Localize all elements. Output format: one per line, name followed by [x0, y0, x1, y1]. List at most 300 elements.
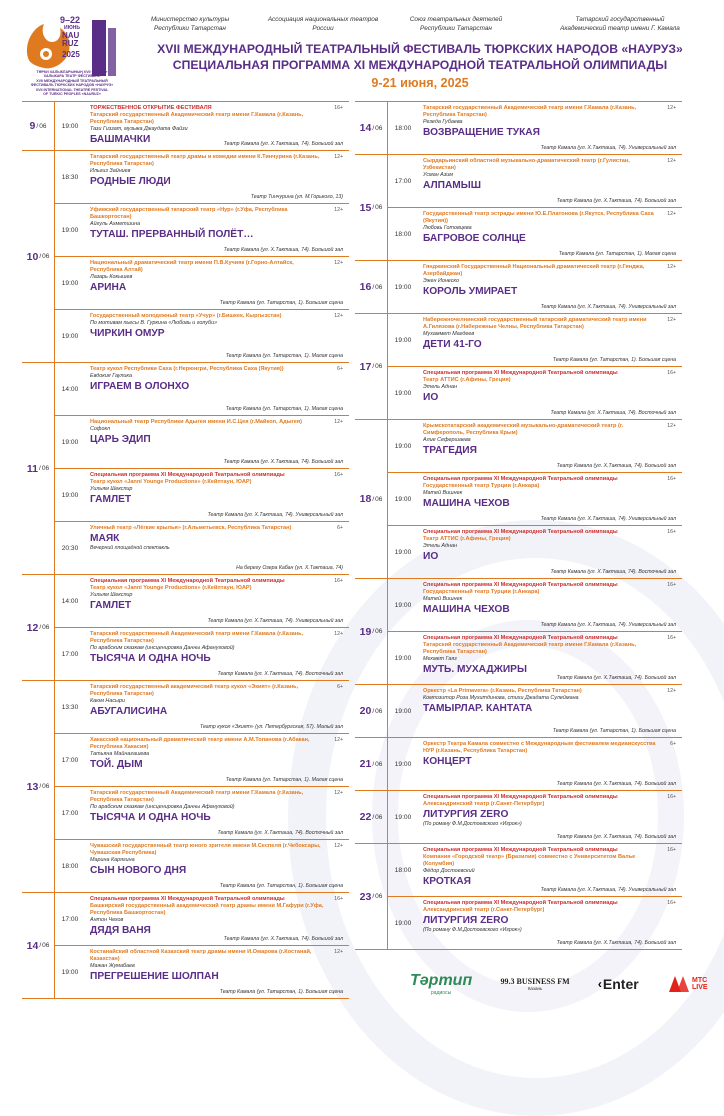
event-entry[interactable] [54, 575, 349, 627]
event-entry[interactable] [54, 151, 349, 203]
date-separator: / [39, 783, 42, 790]
event-title: ЛИТУРГИЯ ZERO [423, 914, 509, 926]
month-number: 06 [375, 628, 383, 635]
event-entry[interactable] [387, 896, 682, 949]
event-author: Матей Вишнек [423, 595, 463, 602]
event-venue: Театр Камала (ул. Татарстан, 1). Большая сцена [552, 357, 676, 363]
event-title: ЛИТУРГИЯ ZERO [423, 808, 509, 820]
event-venue: Театр Камала (ул. Татарстан, 1). Малая сцена [225, 777, 343, 783]
event-entry[interactable] [54, 627, 349, 680]
age-rating: 12+ [667, 264, 676, 270]
sponsor-tertip: Тәртип радиосы [410, 972, 473, 996]
event-details [85, 363, 349, 415]
event-details [418, 579, 682, 631]
theatre-name: Театр АТТИС (г.Афины, Греция) [423, 376, 511, 383]
enter-arrow-icon: ‹ [597, 977, 602, 991]
event-title: МАЯК [90, 532, 120, 544]
event-venue: Театр Камала (ул. Х.Такташа, 74). Большой зал [223, 247, 343, 253]
event-title: ИО [423, 391, 439, 403]
org-kamal-theatre: Татарский государственный Академический театр имени Г. Камала [560, 16, 680, 32]
special-program-label: Специальная программа XI Международной Театральной олимпиады [423, 370, 618, 376]
event-title: ЦАРЬ ЭДИП [90, 434, 151, 445]
event-venue: Театр Камала (ул. Х.Такташа, 74). Универсальный зал [540, 145, 676, 151]
event-venue: Театр Камала (ул. Татарстан, 1). Малая сцена [225, 406, 343, 412]
theatre-name: Татарский государственный Академический театр имени Г.Камала (г.Казань, Республика Татарстан) [90, 111, 304, 125]
sponsor-mts-live [667, 974, 720, 994]
age-rating: 16+ [334, 578, 343, 584]
event-author: Каюм Насыри [90, 697, 125, 704]
age-rating: 12+ [334, 949, 343, 955]
age-rating: 12+ [667, 317, 676, 323]
event-entry[interactable] [387, 314, 682, 366]
date-separator: / [372, 204, 375, 211]
event-time: 19:00 [61, 122, 79, 130]
age-rating: 16+ [334, 472, 343, 478]
event-note: Вечерний площадной спектакль [90, 545, 170, 552]
day-number: 13 [26, 780, 39, 793]
age-rating: 12+ [334, 419, 343, 425]
enter-logo: Enter [602, 976, 639, 992]
special-program-label: Специальная программа XI Международной Театральной олимпиады [90, 896, 285, 902]
logo-month: ИЮНЬ [64, 25, 80, 31]
event-title: АЛПАМЫШ [423, 179, 482, 191]
event-title: КОНЦЕРТ [423, 755, 472, 767]
event-entry[interactable] [387, 791, 682, 843]
event-author: Мехмет Гаяз [423, 655, 457, 662]
event-time: 19:00 [61, 332, 79, 340]
event-entry[interactable] [54, 839, 349, 892]
age-rating: 16+ [667, 635, 676, 641]
schedule-day-row [355, 791, 682, 844]
day-number: 12 [26, 621, 39, 634]
schedule-day-row [355, 685, 682, 738]
event-details [85, 257, 349, 309]
date-separator: / [372, 283, 375, 291]
event-title: РОДНЫЕ ЛЮДИ [90, 175, 171, 187]
program-title: СПЕЦИАЛЬНАЯ ПРОГРАММА XI МЕЖДУНАРОДНОЙ ТЕАТРАЛЬНОЙ ОЛИМПИАДЫ [172, 58, 668, 72]
event-time: 19:00 [61, 968, 79, 976]
event-entry[interactable] [54, 786, 349, 839]
festival-dates: 9-21 июня, 2025 [371, 76, 469, 90]
event-time: 14:00 [61, 385, 79, 393]
event-entry[interactable] [54, 102, 349, 150]
theatre-name: Государственный театр эстрады имени Ю.Е.Платонова (г.Якутск, Республика Саха (Якутия)) [423, 211, 654, 224]
event-author: Антон Чехов [90, 916, 124, 923]
event-time: 20:30 [61, 544, 79, 552]
theatre-name: Государственный театр Турции (г.Анкара) [423, 482, 540, 489]
event-details [418, 844, 682, 896]
event-entry[interactable] [54, 203, 349, 256]
date-separator: / [39, 465, 41, 472]
theatre-name: Государственный театр Турции (г.Анкара) [423, 588, 540, 595]
day-number: 17 [359, 360, 372, 373]
month-number: 06 [375, 124, 383, 132]
date-separator: / [372, 813, 375, 821]
theatre-name: Театр АТТИС (г.Афины, Греция) [423, 535, 511, 542]
event-time: 19:00 [394, 919, 412, 927]
event-details [418, 791, 682, 843]
event-entry[interactable] [54, 309, 349, 362]
age-rating: 16+ [667, 582, 676, 588]
date-separator: / [372, 124, 375, 132]
event-venue: Театр Камала (ул. Х.Такташа, 74). Большой зал [556, 198, 676, 204]
event-venue: Театр Камала (ул. Татарстан, 1). Большая сцена [219, 989, 343, 995]
theatre-name: Национальный драматический театр имени П.В.Кучияк (г.Горно-Алтайск, Республика Алтай) [90, 260, 294, 273]
event-venue: Театр Камала (ул. Татарстан, 1). Большая сцена [219, 300, 343, 306]
event-venue: Театр Камала (ул. Х.Такташа, 74). Универсальный зал [207, 618, 343, 624]
event-title: ТОЙ. ДЫМ [90, 758, 143, 770]
event-entry[interactable] [387, 579, 682, 631]
event-title: ДЯДЯ ВАНЯ [90, 924, 151, 936]
theatre-name: Татарский государственный Академический театр имени Г.Камала (г.Казань, Республика Татарстан) [423, 105, 637, 118]
event-author: Тази Гиззат, музыка Джаудата Файзи [90, 125, 188, 132]
event-venue: Театр Камала (ул. Х.Такташа, 74). Универсальный зал [207, 512, 343, 518]
day-number: 11 [26, 462, 39, 475]
event-venue: Театр Камала (ул. Татарстан, 1). Малая сцена [558, 251, 676, 257]
logo-caption-line: ХАЛЫКАРА ТЕАТР ФЕСТИВАЛЕ [43, 74, 101, 79]
event-entry[interactable] [387, 472, 682, 525]
day-number: 22 [359, 811, 372, 823]
event-title: ИГРАЕМ В ОЛОНХО [90, 381, 190, 392]
age-rating: 6+ [337, 525, 343, 531]
theatre-name: Компания «Городской театр» (Бразилия) совместно с Университетом Валье (Колумбия) [423, 853, 636, 867]
special-program-label: Специальная программа XI Международной Театральной олимпиады [423, 900, 618, 906]
day-date [355, 738, 387, 790]
theatre-name: Татарский государственный Академический театр имени Г.Камала (г.Казань, Республика Татарстан) [423, 641, 637, 655]
event-author: Мухаммет Магдеев [423, 330, 475, 337]
date-separator: / [372, 363, 375, 370]
business-fm-logo: 99.3 BUSINESS FM [500, 977, 570, 986]
event-entry[interactable] [54, 468, 349, 521]
day-date [355, 102, 387, 154]
event-entry[interactable] [54, 893, 349, 945]
month-number: 06 [375, 363, 383, 370]
event-time: 18:00 [394, 124, 412, 132]
event-author: Уильям Шекспир [90, 591, 133, 598]
age-rating: 12+ [334, 154, 343, 160]
event-time: 19:00 [394, 548, 412, 556]
event-entry[interactable] [54, 521, 349, 574]
day-date [355, 420, 387, 578]
event-title: КОРОЛЬ УМИРАЕТ [423, 285, 518, 297]
schedule-day-row [355, 579, 682, 685]
event-author: Ильгиз Зайниев [90, 167, 131, 174]
month-number: 06 [375, 204, 383, 211]
event-entry[interactable] [387, 261, 682, 313]
event-details [85, 102, 349, 150]
event-entry[interactable] [387, 207, 682, 260]
event-title: ГАМЛЕТ [90, 599, 132, 611]
event-author: Татьяна Майнагашева [90, 750, 150, 757]
day-number: 14 [26, 939, 39, 952]
event-entry[interactable] [387, 102, 682, 154]
special-program-label: Специальная программа XI Международной Театральной олимпиады [423, 476, 618, 482]
event-details [85, 469, 349, 521]
event-author: По арабским сказкам (инсценировка Данны Афануговой) [90, 644, 235, 651]
day-date [355, 314, 387, 419]
event-details [85, 628, 349, 680]
event-author: Евдокия Гаулика [90, 372, 132, 379]
event-author: По арабским сказкам (инсценировка Данны Афануговой) [90, 803, 235, 810]
event-venue: Театр Камала (ул. Х.Такташа, 74). Универсальный зал [540, 887, 676, 893]
event-time: 14:00 [61, 597, 79, 605]
schedule-day-row [22, 151, 349, 363]
age-rating: 16+ [667, 370, 676, 376]
day-date [22, 363, 54, 574]
month-number: 06 [375, 813, 383, 821]
event-details [85, 946, 349, 998]
event-details [85, 734, 349, 786]
event-title: ПРЕГРЕШЕНИЕ ШОЛПАН [90, 970, 219, 982]
event-note: (По роману Ф.М.Достоевского «Игрок») [423, 927, 522, 934]
age-rating: 12+ [334, 843, 343, 849]
age-rating: 12+ [667, 423, 676, 429]
month-number: 06 [375, 893, 383, 900]
event-title: ДЕТИ 41-ГО [423, 338, 482, 350]
event-time: 19:00 [394, 389, 412, 397]
age-rating: 6+ [670, 741, 676, 747]
theatre-name: Татарский государственный театр драмы и комедии имени К.Тинчурина (г.Казань, Республика Татарстан) [90, 154, 320, 167]
theatre-name: Уличный театр «Лёгкие крылья» (г.Альметьевск, Республика Татарстан) [90, 525, 292, 531]
event-venue: Театр Камала (ул. Х.Такташа, 74). Универсальный зал [540, 622, 676, 628]
mts-live-logo: МТС LIVE [691, 977, 708, 991]
event-time: 18:00 [394, 866, 412, 874]
event-author: Этель Аднан [423, 383, 457, 390]
month-number: 06 [375, 283, 383, 291]
event-venue: Театр Камала (ул. Х.Такташа, 74). Универсальный зал [540, 304, 676, 310]
month-number: 06 [375, 707, 383, 715]
age-rating: 16+ [667, 529, 676, 535]
age-rating: 12+ [334, 631, 343, 637]
event-time: 18:30 [61, 173, 79, 181]
day-date [355, 155, 387, 260]
event-details [418, 897, 682, 949]
event-entry[interactable] [54, 733, 349, 786]
event-time: 17:00 [394, 177, 412, 185]
event-author: Лазарь Кокышев [90, 273, 133, 280]
event-title: ЧИРКИН ОМУР [90, 328, 165, 339]
schedule-right-column [355, 101, 682, 950]
age-rating: 16+ [334, 105, 343, 111]
event-title: КРОТКАЯ [423, 875, 471, 887]
event-venue: Театр Камала (ул. Х.Такташа, 74). Восточный зал [550, 569, 676, 575]
day-date [22, 575, 54, 680]
event-author: Эжен Ионеско [423, 277, 459, 284]
schedule-day-row [355, 314, 682, 420]
event-time: 19:00 [394, 283, 412, 291]
schedule-day-row [355, 738, 682, 791]
event-title: МАШИНА ЧЕХОВ [423, 603, 510, 615]
theatre-name: Крымскотатарский академический музыкально-драматический театр (г. Симферополь, Республика Крым) [423, 423, 624, 436]
age-rating: 16+ [667, 847, 676, 853]
event-title: МУТЬ. МУХАДЖИРЫ [423, 663, 527, 675]
theatre-name: Костанайский областной Казахский театр драмы имени И.Омарова (г.Костанай, Казахстан) [90, 949, 312, 962]
event-time: 19:00 [61, 279, 79, 287]
schedule-day-row [355, 261, 682, 314]
age-rating: 12+ [667, 105, 676, 111]
event-entry[interactable] [54, 256, 349, 309]
event-title: ТЫСЯЧА И ОДНА НОЧЬ [90, 811, 211, 823]
schedule-day-row [22, 575, 349, 681]
event-time: 19:00 [61, 491, 79, 499]
theatre-name: Национальный театр Республики Адыгея имени И.С.Цея (г.Майкоп, Адыгея) [90, 419, 303, 425]
event-venue: Театр Камала (ул. Х.Такташа, 74). Восточный зал [217, 830, 343, 836]
event-title: БАГРОВОЕ СОЛНЦЕ [423, 232, 526, 244]
org-union: Союз театральных деятелей Республики Татарстан [409, 16, 503, 32]
event-entry[interactable] [54, 363, 349, 415]
event-time: 13:30 [61, 703, 79, 711]
month-number: 06 [39, 122, 47, 130]
month-number: 06 [42, 624, 50, 631]
day-number: 14 [359, 122, 372, 134]
event-time: 19:00 [61, 438, 79, 446]
theatre-name: Оркестр «La Primavera» (г.Казань, Республика Татарстан) [423, 688, 582, 694]
theatre-name: Хакасский национальный драматический театр имени А.М.Топанова (г.Абакан, Республика Хакасия) [90, 737, 310, 750]
logo-year: 2025 [62, 50, 80, 59]
event-author: Айгуль Ахметшина [90, 220, 141, 227]
event-details [418, 526, 682, 578]
age-rating: 12+ [334, 313, 343, 319]
event-venue: Театр Камала (ул. Х.Такташа, 74). Универсальный зал [540, 516, 676, 522]
age-rating: 12+ [667, 688, 676, 694]
event-title: АРИНА [90, 281, 127, 293]
org-ministry: Министерство культуры Республики Татарстан [150, 16, 230, 32]
event-author: Софокл [90, 425, 111, 432]
theatre-name: Александринский театр (г.Санкт-Петербург) [423, 800, 545, 807]
event-venue: Театр Камала (ул. Х.Такташа, 74). Большой зал [556, 463, 676, 469]
event-time: 19:00 [394, 760, 412, 768]
event-entry[interactable] [387, 844, 682, 896]
day-date [22, 681, 54, 892]
schedule-day-row [355, 155, 682, 261]
event-time: 19:00 [394, 707, 412, 715]
event-note: (По роману Ф.М.Достоевского «Игрок») [423, 821, 522, 828]
event-entry[interactable] [54, 415, 349, 468]
event-details [418, 473, 682, 525]
day-date [355, 261, 387, 313]
theatre-name: Государственный молодежный театр «Учур» (г.Бишкек, Кыргызстан) [90, 313, 282, 319]
event-title: АБУГАЛИСИНА [90, 705, 168, 717]
theatre-name: Театр кукол Республики Саха (г.Нерюнгри, Республика Саха (Якутия)) [90, 366, 284, 372]
event-details [418, 102, 682, 154]
event-details [418, 420, 682, 472]
day-date [355, 791, 387, 843]
schedule-day-row [355, 844, 682, 950]
event-entry[interactable] [54, 681, 349, 733]
event-venue: Театр кукол «Экият» (ул. Петербургская, 57). Малый зал [199, 724, 343, 730]
date-separator: / [39, 253, 42, 260]
theatre-name: Татарский государственный Академический театр имени Г.Камала (г.Казань, Республика Татарстан) [90, 631, 304, 644]
event-entry[interactable] [387, 685, 682, 737]
age-rating: 12+ [334, 260, 343, 266]
event-details [85, 840, 349, 892]
event-time: 17:00 [61, 756, 79, 764]
tertip-logo: Тәртип [410, 972, 473, 989]
event-author: Резеда Губаева [423, 118, 463, 125]
day-number: 19 [359, 625, 372, 638]
month-number: 06 [42, 783, 50, 790]
event-entry[interactable] [387, 631, 682, 684]
event-entry[interactable] [54, 945, 349, 998]
event-title: ТЫСЯЧА И ОДНА НОЧЬ [90, 652, 211, 664]
theatre-name: Александринский театр (г.Санкт-Петербург) [423, 906, 545, 913]
event-details [85, 575, 349, 627]
month-number: 06 [42, 942, 50, 949]
day-date [355, 844, 387, 949]
day-number: 10 [26, 250, 39, 263]
special-program-label: ТОРЖЕСТВЕННОЕ ОТКРЫТИЕ ФЕСТИВАЛЯ [90, 105, 212, 111]
special-program-label: Специальная программа XI Международной Театральной олимпиады [90, 578, 285, 584]
date-separator: / [372, 707, 375, 715]
event-details [418, 208, 682, 260]
event-details [418, 738, 682, 790]
event-time: 19:00 [394, 442, 412, 450]
date-separator: / [372, 628, 375, 635]
event-venue: На берегу Озера Кабан (ул. Х.Такташа, 74) [236, 565, 343, 571]
age-rating: 16+ [667, 900, 676, 906]
logo-caption-line: XVII INTERNATIONAL THEATRE FESTIVAL [35, 87, 109, 92]
theatre-name: Гянджинский Государственный Национальный драматический театр (г.Гянджа, Азербайджан) [423, 264, 645, 277]
age-rating: 12+ [334, 737, 343, 743]
event-details [418, 261, 682, 313]
sponsor-business-fm: 99.3 BUSINESS FM Казань [500, 977, 570, 991]
day-date [22, 151, 54, 362]
event-details [85, 787, 349, 839]
event-details [418, 155, 682, 207]
schedule-day-row [355, 420, 682, 579]
event-time: 19:00 [61, 226, 79, 234]
event-entry[interactable] [387, 738, 682, 790]
schedule-day-row [22, 363, 349, 575]
theatre-name: Оркестр Театра Камала совместно с Международным фестивалем медиаискусства НУР (г.Казань, Республика Татарстан) [423, 741, 656, 754]
day-number: 23 [359, 890, 372, 903]
event-details [85, 893, 349, 945]
day-date [22, 893, 54, 998]
org-association: Ассоциация национальных театров России [267, 16, 379, 32]
event-venue: Театр Камала (ул. Х.Такташа, 74). Большой зал [556, 834, 676, 840]
event-author: Матей Вишнек [423, 489, 463, 496]
day-number: 21 [359, 758, 372, 770]
month-number: 06 [375, 760, 383, 768]
month-number: 06 [41, 465, 50, 472]
age-rating: 12+ [667, 211, 676, 217]
age-rating: 12+ [334, 207, 343, 213]
event-venue: Театр Камала (ул. Татарстан, 1). Большая сцена [552, 728, 676, 734]
event-time: 19:00 [394, 495, 412, 503]
mts-live-icon [667, 974, 689, 994]
event-entry[interactable] [387, 366, 682, 419]
event-details [85, 204, 349, 256]
event-venue: Театр Камала (ул. Х.Такташа, 74). Большой зал [223, 141, 343, 147]
day-number: 15 [359, 201, 372, 214]
theatre-name: Театр кукол «Janni Younge Productions» (г.Кейптаун, ЮАР) [90, 478, 252, 485]
schedule-day-row [22, 893, 349, 999]
special-program-label: Специальная программа XI Международной Театральной олимпиады [423, 847, 618, 853]
special-program-label: Специальная программа XI Международной Театральной олимпиады [423, 635, 618, 641]
event-time: 17:00 [61, 915, 79, 923]
event-author: Фёдор Достоевский [423, 867, 475, 874]
date-separator: / [372, 495, 375, 503]
event-entry[interactable] [387, 420, 682, 472]
event-entry[interactable] [387, 155, 682, 207]
theatre-name: Театр кукол «Janni Younge Productions» (г.Кейптаун, ЮАР) [90, 584, 252, 591]
age-rating: 16+ [667, 794, 676, 800]
event-author: Уильям Шекспир [90, 485, 133, 492]
day-number: 9 [29, 120, 36, 132]
theatre-name: Чувашский государственный театр юного зрителя имени М.Сеспеля (г.Чебоксары, Чувашская Республика) [90, 843, 321, 856]
theatre-name: Набережночелнинский государственный татарский драматический театр имени А.Гилязова (г.Набережные Челны, Республика Татарстан) [423, 317, 647, 330]
event-entry[interactable] [387, 525, 682, 578]
